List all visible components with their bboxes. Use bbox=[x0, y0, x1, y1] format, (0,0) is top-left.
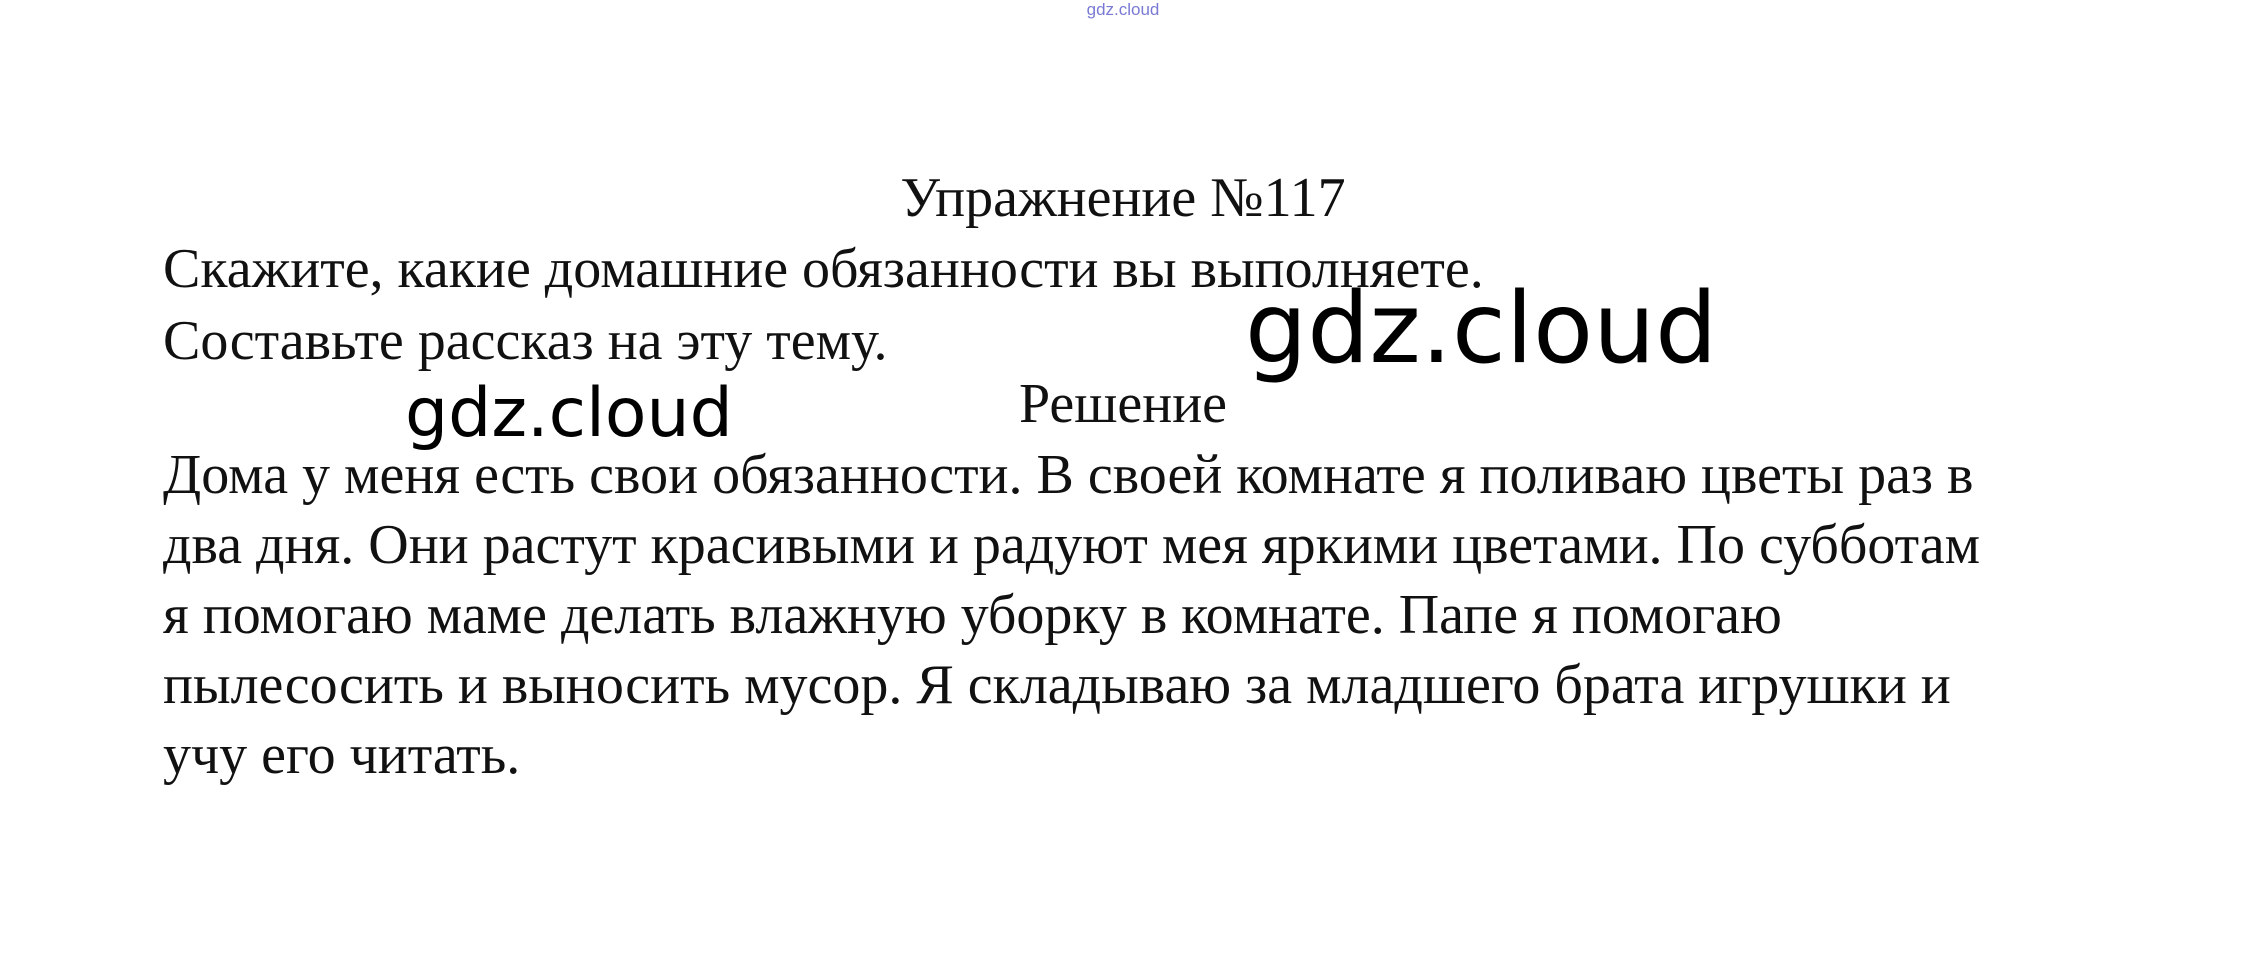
solution-text-line: два дня. Они растут красивыми и радуют мея яркими цветами. По субботам bbox=[163, 514, 1981, 576]
solution-text-line: учу его читать. bbox=[163, 724, 521, 786]
solution-text-line: пылесосить и выносить мусор. Я складываю за младшего брата игрушки и bbox=[163, 654, 1951, 716]
task-text-line: Составьте рассказ на эту тему. bbox=[163, 310, 888, 372]
watermark-logo: gdz.cloud bbox=[405, 374, 733, 453]
watermark-logo: gdz.cloud bbox=[1245, 272, 1718, 386]
exercise-title: Упражнение №117 bbox=[900, 167, 1346, 229]
solution-text bbox=[163, 440, 1980, 790]
solution-heading: Решение bbox=[1018, 373, 1228, 435]
task-text-line: Скажите, какие домашние обязанности вы выполняете. bbox=[163, 238, 1484, 300]
top-watermark: gdz.cloud bbox=[1086, 0, 1160, 19]
solution-text-line: я помогаю маме делать влажную уборку в комнате. Папе я помогаю bbox=[163, 584, 1782, 646]
solution-text-line: Дома у меня есть свои обязанности. В своей комнате я поливаю цветы раз в bbox=[163, 444, 1974, 506]
